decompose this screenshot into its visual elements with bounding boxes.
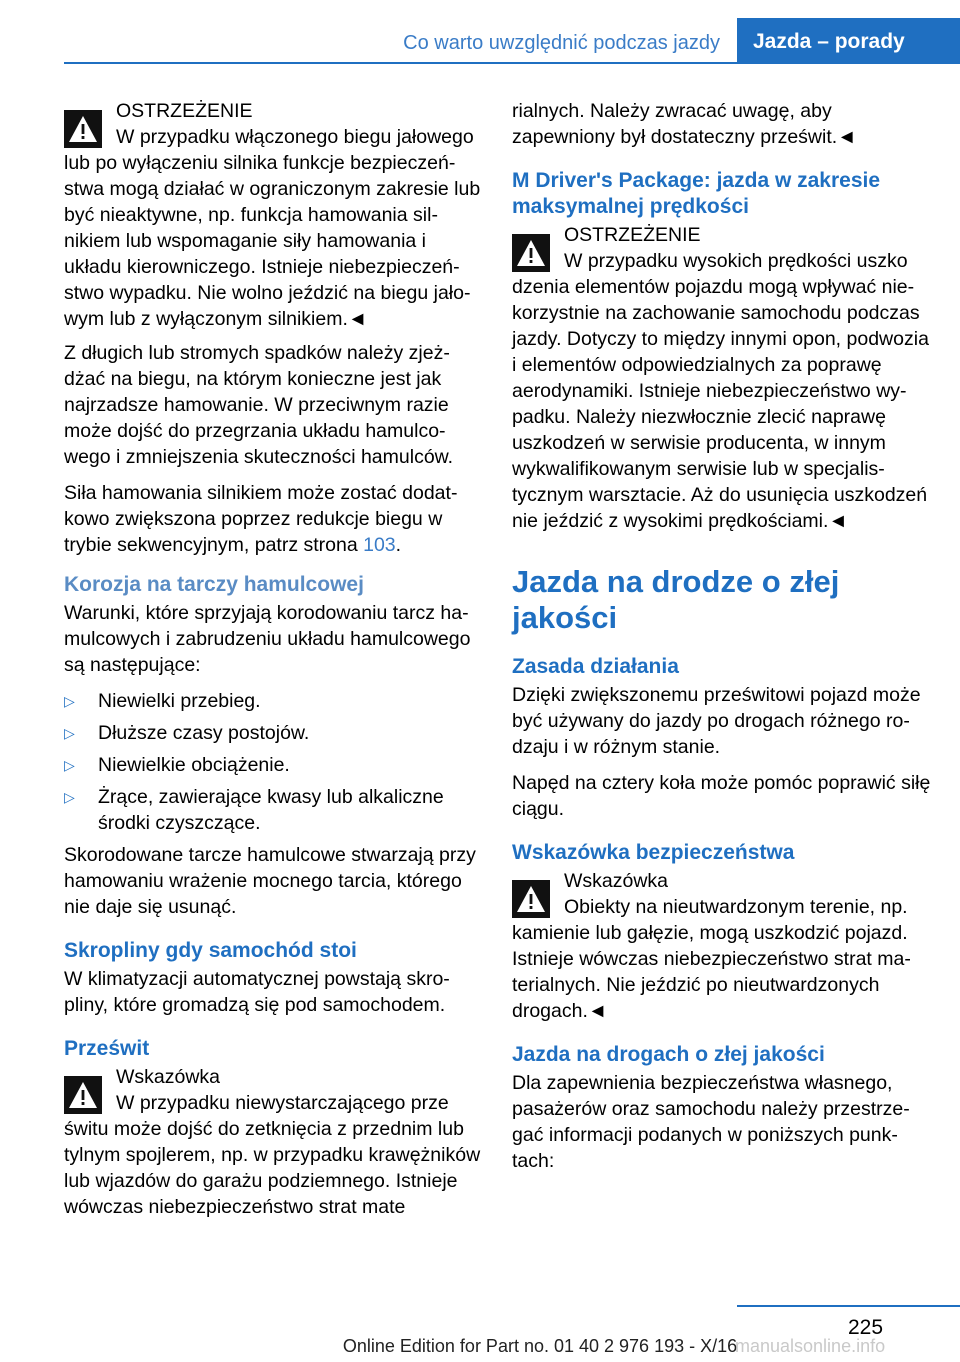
list-item-text: Niewielkie obciążenie. (98, 754, 290, 776)
paragraph-text: Siła hamowania silnikiem może zostać dodatkowo zwiększona poprzez redukcje biegu w trybie sekwencyjnym, patrz strona (64, 482, 458, 556)
paragraph-corrosion-outro: Skorodowane tarcze hamulcowe stwarzają przy hamowaniu wrażenie mocnego tarcia, którego nie daje się usunąć. (64, 844, 476, 918)
list-item-text: Niewielki przebieg. (98, 690, 261, 712)
warning-first-line: W przypadku włączonego biegu jałowego (116, 126, 474, 148)
list-item (64, 784, 484, 836)
warning-triangle-icon (512, 880, 550, 918)
heading-safety-note: Wskazówka bezpieczeństwa (512, 841, 795, 864)
warning-triangle-icon (64, 110, 102, 148)
paragraph-bad-roads: Dla zapewnienia bezpieczeństwa własnego, pasażerów oraz samochodu należy przestrzegać informacji podanych w poniższych punktach: (512, 1072, 910, 1172)
notice-text: kamienie lub gałęzie, mogą uszkodzić pojazd. Istnieje wówczas niebezpieczeństwo strat materialnych. Nie jeździć po nieutwardzonych drogach.◄ (512, 922, 911, 1022)
heading-ground-clearance: Prześwit (64, 1037, 150, 1060)
warning-title: OSTRZEŻENIE (116, 100, 253, 122)
left-column (64, 98, 484, 1228)
page-reference-link[interactable]: 103 (363, 534, 396, 556)
warning-triangle-icon (64, 1076, 102, 1114)
notice-block-clearance (64, 1064, 484, 1220)
list-item (64, 752, 484, 778)
heading-operating-principle: Zasada działania (512, 655, 679, 678)
heading-bad-roads: Jazda na drogach o złej jakości (512, 1043, 825, 1066)
heading-bad-road-driving: Jazda na drodze o złej jakości (512, 564, 840, 635)
list-item-text: Żrące, zawierające kwasy lub alkaliczne środki czyszczące. (98, 786, 444, 834)
warning-text: dzenia elementów pojazdu mogą wpływać niekorzystnie na zachowanie samochodu podczas jazdy. Dotyczy to między innymi opon, podwozia i elementów odpowiedzialnych za poprawę aerodynamiki. Istnieje niebezpieczeństwo wypadku. Należy niezwłocznie zlecić naprawę uszkodzeń w serwisie producenta, w innym wykwalifikowanym serwisie lub w specjalistycznym warsztacie. Aż do usunięcia uszkodzeń nie jeździć z wysokimi prędkościami.◄ (512, 276, 929, 532)
triangle-bullet-icon: ▷ (64, 757, 75, 773)
notice-text: świtu może dojść do zetknięcia z przednim lub tylnym spojlerem, np. w przypadku krawężników lub wjazdów do garażu podziemnego. Istnieje wówczas niebezpieczeństwo strat mate (64, 1118, 481, 1218)
warning-block-high-speed (512, 222, 932, 534)
list-item (64, 720, 484, 746)
footer-rule (737, 1305, 960, 1307)
heading-condensation: Skropliny gdy samochód stoi (64, 939, 357, 962)
list-item-text: Dłuższe czasy postojów. (98, 722, 310, 744)
notice-block-unpaved (512, 868, 932, 1024)
paragraph-engine-braking (64, 480, 484, 558)
warning-triangle-icon (512, 234, 550, 272)
page-number: 225 (848, 1316, 884, 1339)
triangle-bullet-icon: ▷ (64, 693, 75, 709)
heading-brake-disc-corrosion: Korozja na tarczy hamulcowej (64, 573, 364, 596)
warning-title: OSTRZEŻENIE (564, 224, 701, 246)
watermark: manualsonline.info (735, 1336, 886, 1356)
paragraph-condensation: W klimatyzacji automatycznej powstają skropliny, które gromadzą się pod samochodem. (64, 968, 450, 1016)
paragraph-principle-2: Napęd na cztery koła może pomóc poprawić siłę ciągu. (512, 772, 931, 820)
header-rule (64, 62, 737, 64)
list-item (64, 688, 484, 714)
notice-title: Wskazówka (564, 870, 669, 892)
paragraph-end: . (395, 534, 402, 556)
notice-title: Wskazówka (116, 1066, 221, 1088)
paragraph-principle-1: Dzięki zwiększonemu prześwitowi pojazd może być używany do jazdy po drogach różnego rodzaju i w różnym stanie. (512, 684, 921, 758)
running-header-tab: Jazda – porady (737, 18, 960, 64)
paragraph-corrosion-intro: Warunki, które sprzyjają korodowaniu tarcz hamulcowych i zabrudzeniu układu hamulcowego są następujące: (64, 602, 471, 676)
corrosion-conditions-list (64, 688, 484, 836)
notice-first-line: W przypadku niewystarczającego prze (116, 1092, 449, 1114)
edition-footer: Online Edition for Part no. 01 40 2 976 193 - X/16 (342, 1336, 738, 1356)
running-header-section: Co warto uwzględnić podczas jazdy (403, 32, 720, 54)
paragraph-downhill: Z długich lub stromych spadków należy zjeżdżać na biegu, na którym konieczne jest jak najrzadsze hamowanie. W przeciwnym razie może dojść do przegrzania układu hamulcowego i zmniejszenia skuteczności hamulców. (64, 342, 454, 468)
triangle-bullet-icon: ▷ (64, 789, 75, 805)
right-column (512, 98, 932, 1184)
warning-text: lub po wyłączeniu silnika funkcje bezpieczeństwa mogą działać w ograniczonym zakresie lub być nieaktywne, np. funkcja hamowania silnikiem lub wspomaganie siły hamowania i układu kierowniczego. Istnieje niebezpieczeństwo wypadku. Nie wolno jeździć na biegu jałowym lub z wyłączonym silnikiem.◄ (64, 152, 481, 330)
warning-block-engine-off (64, 98, 484, 332)
warning-first-line: W przypadku wysokich prędkości uszko (564, 250, 908, 272)
heading-m-drivers-package: M Driver's Package: jazda w zakresie maksymalnej prędkości (512, 169, 881, 218)
triangle-bullet-icon: ▷ (64, 725, 75, 741)
notice-first-line: Obiekty na nieutwardzonym terenie, np. (564, 896, 908, 918)
paragraph-continuation: rialnych. Należy zwracać uwagę, aby zapewniony był dostateczny prześwit.◄ (512, 100, 857, 148)
